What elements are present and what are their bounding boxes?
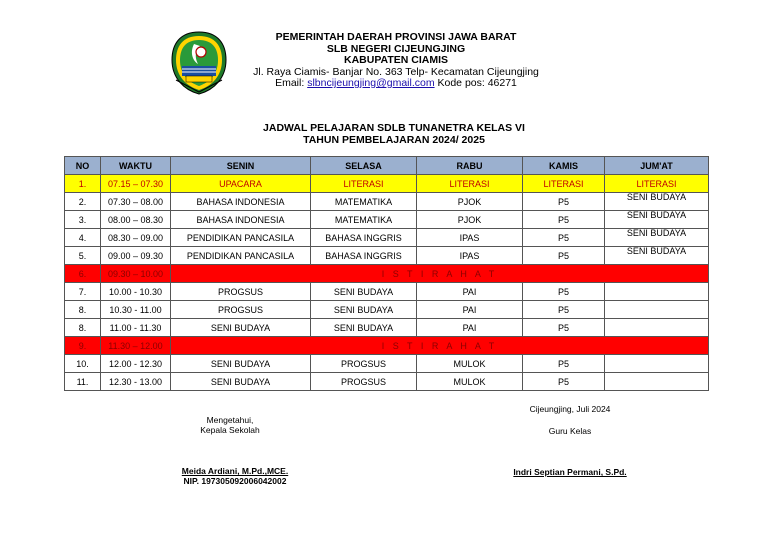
cell-senin: PENDIDIKAN PANCASILA — [171, 229, 311, 247]
table-row — [65, 175, 709, 193]
table-row — [65, 301, 709, 319]
table-row — [65, 373, 709, 391]
table-row — [65, 229, 709, 247]
cell-kamis: P5 — [523, 373, 605, 391]
cell-rabu: PAI — [417, 283, 523, 301]
cell-rabu: IPAS — [417, 247, 523, 265]
header-senin: SENIN — [171, 157, 311, 175]
cell-selasa: PROGSUS — [311, 373, 417, 391]
cell-kamis: P5 — [523, 229, 605, 247]
cell-selasa: MATEMATIKA — [311, 193, 417, 211]
cell-no: 10. — [65, 355, 101, 373]
postal-code: Kode pos: 46271 — [437, 77, 517, 89]
table-row — [65, 337, 709, 355]
cell-no: 1. — [65, 175, 101, 193]
cell-rabu: MULOK — [417, 355, 523, 373]
principal-nip: NIP. 197305092006042002 — [183, 476, 287, 486]
cell-no: 11. — [65, 373, 101, 391]
cell-jumat: SENI BUDAYA — [605, 247, 709, 265]
cell-istirahat: I S T I R A H A T — [171, 337, 709, 355]
cell-rabu: PJOK — [417, 193, 523, 211]
principal-role: Kepala Sekolah — [200, 425, 260, 435]
schedule-table — [64, 156, 709, 391]
cell-no: 3. — [65, 211, 101, 229]
cell-selasa: BAHASA INGGRIS — [311, 247, 417, 265]
cell-senin: PROGSUS — [171, 301, 311, 319]
table-row — [65, 211, 709, 229]
cell-kamis: P5 — [523, 211, 605, 229]
signature-left — [180, 415, 280, 435]
document-title — [200, 122, 588, 146]
table-row — [65, 319, 709, 337]
email-label: Email: — [275, 77, 305, 89]
table-row — [65, 283, 709, 301]
cell-kamis: P5 — [523, 283, 605, 301]
letterhead-address: Jl. Raya Ciamis- Banjar No. 363 Telp- Kecamatan Cijeungjing — [253, 65, 539, 78]
cell-waktu: 08.00 – 08.30 — [101, 211, 171, 229]
header-no: NO — [65, 157, 101, 175]
cell-kamis: P5 — [523, 319, 605, 337]
cell-selasa: LITERASI — [311, 175, 417, 193]
cell-rabu: MULOK — [417, 373, 523, 391]
header-waktu: WAKTU — [101, 157, 171, 175]
cell-kamis: P5 — [523, 247, 605, 265]
cell-rabu: IPAS — [417, 229, 523, 247]
cell-waktu: 10.00 - 10.30 — [101, 283, 171, 301]
header-kamis: KAMIS — [523, 157, 605, 175]
cell-senin: BAHASA INDONESIA — [171, 193, 311, 211]
cell-kamis: LITERASI — [523, 175, 605, 193]
cell-jumat: LITERASI — [605, 175, 709, 193]
signature-right — [515, 404, 625, 436]
cell-waktu: 09.30 – 10.00 — [101, 265, 171, 283]
teacher-name: Indri Septian Permani, S.Pd. — [513, 467, 627, 477]
table-body — [65, 175, 709, 391]
letterhead-contact — [230, 78, 562, 90]
cell-selasa: SENI BUDAYA — [311, 301, 417, 319]
letterhead-line3: KABUPATEN CIAMIS — [343, 54, 449, 66]
cell-kamis: P5 — [523, 193, 605, 211]
place-date: Cijeungjing, Juli 2024 — [529, 404, 611, 414]
cell-senin: SENI BUDAYA — [171, 373, 311, 391]
cell-jumat — [605, 283, 709, 301]
letterhead — [230, 32, 562, 90]
principal-name: Meida Ardiani, M.Pd.,MCE. — [181, 466, 289, 476]
signature-left-name-block — [160, 466, 310, 486]
cell-no: 9. — [65, 337, 101, 355]
cell-no: 2. — [65, 193, 101, 211]
cell-rabu: PJOK — [417, 211, 523, 229]
cell-waktu: 12.30 - 13.00 — [101, 373, 171, 391]
jawa-barat-emblem-icon — [170, 30, 228, 96]
cell-no: 4. — [65, 229, 101, 247]
cell-senin: UPACARA — [171, 175, 311, 193]
cell-senin: SENI BUDAYA — [171, 355, 311, 373]
cell-jumat — [605, 319, 709, 337]
cell-rabu: PAI — [417, 301, 523, 319]
cell-no: 8. — [65, 301, 101, 319]
cell-waktu: 11.00 - 11.30 — [101, 319, 171, 337]
cell-waktu: 11.30 – 12.00 — [101, 337, 171, 355]
table-header-row — [65, 157, 709, 175]
cell-selasa: PROGSUS — [311, 355, 417, 373]
cell-waktu: 07.15 – 07.30 — [101, 175, 171, 193]
letterhead-line1: PEMERINTAH DAERAH PROVINSI JAWA BARAT — [275, 31, 517, 43]
signature-right-name-block — [500, 467, 640, 477]
cell-no: 5. — [65, 247, 101, 265]
cell-no: 6. — [65, 265, 101, 283]
cell-waktu: 12.00 - 12.30 — [101, 355, 171, 373]
header-rabu: RABU — [417, 157, 523, 175]
cell-no: 8. — [65, 319, 101, 337]
cell-rabu: PAI — [417, 319, 523, 337]
title-line2: TAHUN PEMBELAJARAN 2024/ 2025 — [303, 134, 485, 146]
teacher-role: Guru Kelas — [548, 426, 592, 436]
cell-no: 7. — [65, 283, 101, 301]
cell-rabu: LITERASI — [417, 175, 523, 193]
cell-jumat: SENI BUDAYA — [605, 193, 709, 211]
cell-jumat — [605, 355, 709, 373]
cell-waktu: 07.30 – 08.00 — [101, 193, 171, 211]
cell-waktu: 09.00 – 09.30 — [101, 247, 171, 265]
cell-waktu: 10.30 - 11.00 — [101, 301, 171, 319]
cell-waktu: 08.30 – 09.00 — [101, 229, 171, 247]
cell-jumat — [605, 373, 709, 391]
table-row — [65, 265, 709, 283]
cell-istirahat: I S T I R A H A T — [171, 265, 709, 283]
cell-selasa: SENI BUDAYA — [311, 283, 417, 301]
cell-senin: SENI BUDAYA — [171, 319, 311, 337]
cell-kamis: P5 — [523, 355, 605, 373]
header-selasa: SELASA — [311, 157, 417, 175]
letterhead-line2: SLB NEGERI CIJEUNGJING — [326, 42, 466, 55]
cell-senin: BAHASA INDONESIA — [171, 211, 311, 229]
table-row — [65, 355, 709, 373]
cell-kamis: P5 — [523, 301, 605, 319]
cell-selasa: BAHASA INGGRIS — [311, 229, 417, 247]
header-jumat: JUM'AT — [605, 157, 709, 175]
acknowledged-label: Mengetahui, — [206, 415, 254, 425]
cell-jumat: SENI BUDAYA — [605, 229, 709, 247]
table-row — [65, 247, 709, 265]
title-line1: JADWAL PELAJARAN SDLB TUNANETRA KELAS VI — [263, 122, 525, 134]
email-link[interactable]: slbncijeungjing@gmail.com — [307, 77, 435, 89]
cell-jumat — [605, 301, 709, 319]
cell-senin: PENDIDIKAN PANCASILA — [171, 247, 311, 265]
cell-jumat: SENI BUDAYA — [605, 211, 709, 229]
cell-selasa: SENI BUDAYA — [311, 319, 417, 337]
cell-selasa: MATEMATIKA — [311, 211, 417, 229]
cell-senin: PROGSUS — [171, 283, 311, 301]
table-row — [65, 193, 709, 211]
